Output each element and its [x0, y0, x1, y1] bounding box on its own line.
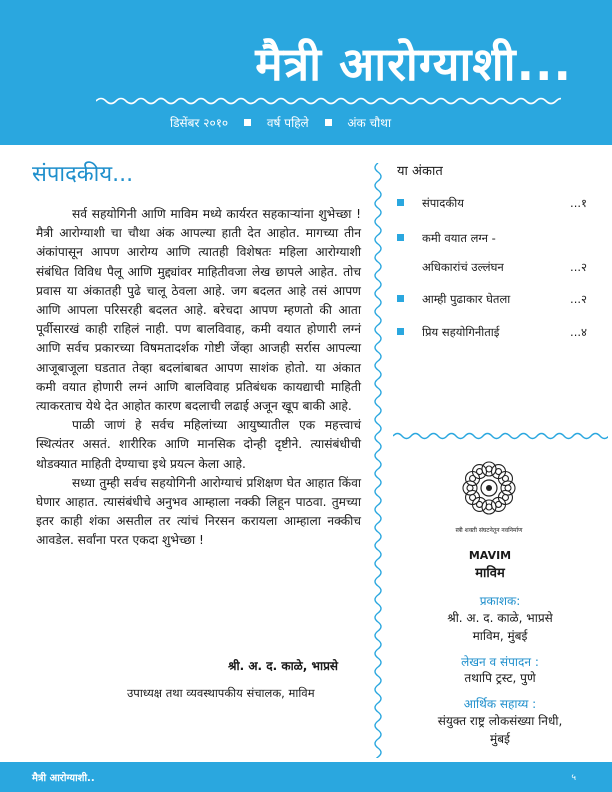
footer-band [0, 762, 612, 792]
toc-label: आम्ही पुढाकार घेतला [422, 292, 511, 306]
toc-item-early-marriage[interactable] [397, 231, 587, 246]
square-bullet-icon [397, 295, 404, 302]
toc-label: कमी वयात लग्न - [422, 231, 496, 245]
square-bullet-icon [244, 119, 251, 126]
issue-month: डिसेंबर २०१० [170, 116, 229, 130]
signature-title: उपाध्यक्ष तथा व्यवस्थापकीय संचालक, माविम [127, 686, 315, 700]
toc-label: अधिकारांचं उल्लंघन [422, 260, 504, 274]
publisher-label: प्रकाशक: [479, 594, 521, 608]
toc-page: ...२ [570, 260, 587, 274]
funding-city: मुंबई [490, 732, 510, 746]
toc-item-initiative[interactable] [397, 292, 587, 307]
editing-label: लेखन व संपादन : [461, 655, 539, 669]
editorial-paragraph: पाळी जाणं हे सर्वच महिलांच्या आयुष्यातील एक महत्त्वाचं स्थित्यंतर असतं. शारीरिक आणि मानसिक दोन्ही दृष्टीने. त्यासंबंधीची थोडक्यात माहिती देण्याचा इथे प्रयत्न केला आहे. [36, 418, 361, 471]
square-bullet-icon [397, 199, 404, 206]
toc-label: संपादकीय [422, 196, 464, 210]
toc-label: प्रिय सहयोगिनीताई [422, 325, 500, 339]
editing-org: तथापि ट्रस्ट, पुणे [464, 671, 536, 685]
toc-page: ...१ [570, 196, 587, 210]
newsletter-title: मैत्री आरोग्याशी... [255, 37, 572, 91]
signature-name: श्री. अ. द. काळे, भाप्रसे [228, 659, 339, 673]
toc-page: ...२ [570, 292, 587, 306]
issue-info [170, 114, 391, 131]
mavim-logo-icon [441, 450, 537, 546]
square-bullet-icon [397, 328, 404, 335]
square-bullet-icon [325, 119, 332, 126]
editorial-body [36, 205, 361, 551]
editorial-paragraph: सध्या तुम्ही सर्वच सहयोगिनी आरोग्याचं प्रशिक्षण घेत आहात किंवा घेणार आहात. त्यासंबंधीचे अनुभव आम्हाला नक्की लिहून पाठवा. तुमच्या इतर काही शंका असतील तर त्यांचं निरसन करायला आम्हाला नक्कीच आवडेल. सर्वांना परत एकदा शुभेच्छा ! [36, 475, 361, 548]
org-name-marathi: माविम [475, 566, 505, 581]
wave-divider [96, 95, 561, 107]
toc-heading: या अंकात [397, 164, 443, 179]
publisher-name: श्री. अ. द. काळे, भाप्रसे [447, 611, 553, 625]
logo-motto: स्त्री शक्ती संघटनेतून नवनिर्माण [455, 527, 523, 534]
vertical-wave-divider [371, 163, 385, 758]
publisher-org: माविम, मुंबई [472, 629, 528, 643]
masthead-band [0, 0, 612, 145]
toc-page: ...४ [570, 325, 587, 339]
page-number: ५ [571, 773, 576, 783]
org-name-english: MAVIM [468, 549, 512, 562]
editorial-paragraph: सर्व सहयोगिनी आणि माविम मध्ये कार्यरत सहकाऱ्यांना शुभेच्छा ! मैत्री आरोग्याशी चा चौथा अंक आपल्या हाती देत आहोत. मागच्या तीन अंकांपासून आपण आरोग्य आणि त्यातही विशेषतः महिला आरोग्याशी संबंधित विविध पैलू आणि मुद्द्यांवर माहितीवजा लेख छापले आहेत. तोच प्रवास या अंकातही पुढे चालू ठेवला आहे. जग बदलत आहे तसं आपण आणि आपला परिसरही बदलत आहे. बरेचदा आपण म्हणतो की आता पूर्वीसारखं काही राहिलं नाही. पण बालविवाह, कमी वयात होणारी लग्नं आणि सर्वच प्रकारच्या विषमतादर्शक गोष्टी जेंव्हा आजही सर्रास आपल्या आजूबाजूला घडतात तेव्हा बदलांबाबत आपण साशंक होतो. या अंकात कमी वयात होणारी लग्नं आणि बालविवाह प्रतिबंधक कायद्याची माहिती त्याकरताच येथे देत आहोत कारण बदलाची लढाई अजून खूप बाकी आहे. [36, 207, 361, 414]
wave-divider [393, 430, 608, 442]
issue-number: अंक चौथा [347, 116, 392, 130]
funding-org: संयुक्त राष्ट्र लोकसंख्या निधी, [437, 714, 563, 728]
toc-item-letter[interactable] [397, 325, 587, 340]
footer-title: मैत्री आरोग्याशी.. [32, 773, 95, 784]
square-bullet-icon [397, 234, 404, 241]
issue-year: वर्ष पहिले [266, 116, 309, 130]
toc-item-editorial[interactable] [397, 196, 587, 211]
editorial-heading: संपादकीय... [32, 162, 134, 187]
funding-label: आर्थिक सहाय्य : [463, 697, 537, 711]
toc-item-rights-violation[interactable] [422, 260, 587, 275]
